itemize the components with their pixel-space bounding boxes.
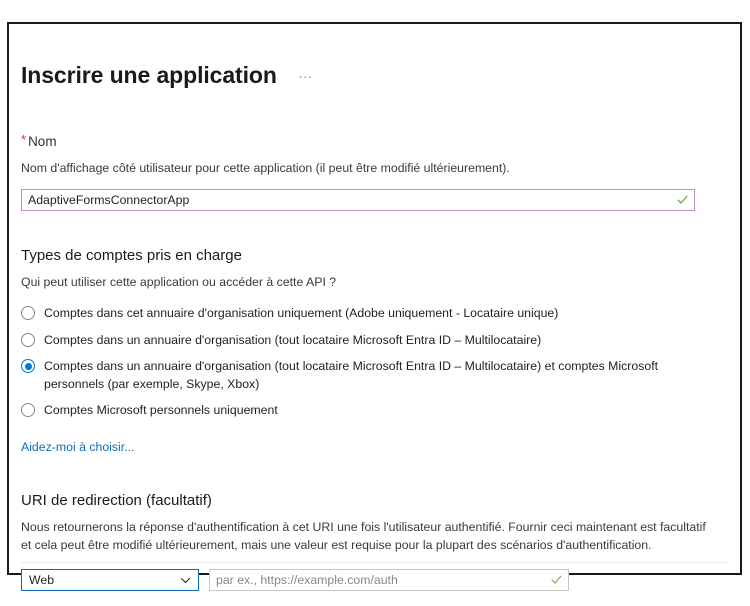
bottom-divider — [21, 562, 728, 563]
account-types-radio-group — [21, 305, 728, 419]
name-field-description: Nom d'affichage côté utilisateur pour cette application (il peut être modifié ultérieurement). — [21, 160, 510, 175]
radio-option-personal-only[interactable] — [21, 402, 728, 419]
title-row — [21, 24, 728, 90]
radio-option-label: Comptes dans cet annuaire d'organisation uniquement (Adobe uniquement - Locataire unique) — [44, 306, 559, 321]
panel-content — [9, 24, 740, 588]
redirect-uri-heading: URI de redirection (facultatif) — [21, 492, 212, 510]
register-application-panel — [7, 22, 742, 588]
redirect-uri-row — [21, 569, 728, 591]
redirect-uri-description: Nous retournerons la réponse d'authentification à cet URI une fois l'utilisateur authentifié. Fournir ceci maintenant est facultatif et cela peut être modifié ultérieurement, mais une valeur est requise pour la plupart des scénarios d'authentification. — [21, 520, 706, 553]
radio-mark-icon — [21, 403, 35, 417]
required-asterisk-icon: * — [21, 132, 27, 147]
platform-select[interactable] — [21, 569, 199, 591]
page-title: Inscrire une application — [21, 62, 277, 89]
name-input[interactable] — [21, 189, 695, 211]
radio-option-multitenant-and-personal[interactable] — [21, 358, 728, 393]
help-me-choose-link[interactable]: Aidez-moi à choisir... — [21, 440, 135, 455]
redirect-uri-input[interactable] — [209, 569, 569, 591]
account-types-heading: Types de comptes pris en charge — [21, 247, 242, 265]
radio-mark-icon — [21, 333, 35, 347]
chevron-down-icon — [176, 575, 198, 586]
name-input-wrapper — [21, 189, 695, 211]
radio-option-label: Comptes dans un annuaire d'organisation (tout locataire Microsoft Entra ID – Multilocataire) — [44, 332, 542, 347]
radio-option-single-tenant[interactable] — [21, 305, 728, 322]
radio-mark-icon — [21, 306, 35, 320]
name-label-text: Nom — [28, 134, 57, 149]
radio-mark-selected-icon — [21, 359, 35, 373]
overflow-menu-icon[interactable]: … — [297, 65, 314, 82]
radio-option-label: Comptes Microsoft personnels uniquement — [44, 403, 278, 418]
name-field-label — [21, 133, 728, 151]
radio-option-label: Comptes dans un annuaire d'organisation (tout locataire Microsoft Entra ID – Multilocataire) et comptes Microsoft personnels (par exemple, Skype, Xbox) — [44, 359, 659, 391]
account-types-question: Qui peut utiliser cette application ou accéder à cette API ? — [21, 275, 337, 290]
redirect-uri-input-wrapper — [209, 569, 569, 591]
radio-option-multitenant[interactable] — [21, 332, 728, 349]
platform-select-value: Web — [29, 573, 55, 588]
